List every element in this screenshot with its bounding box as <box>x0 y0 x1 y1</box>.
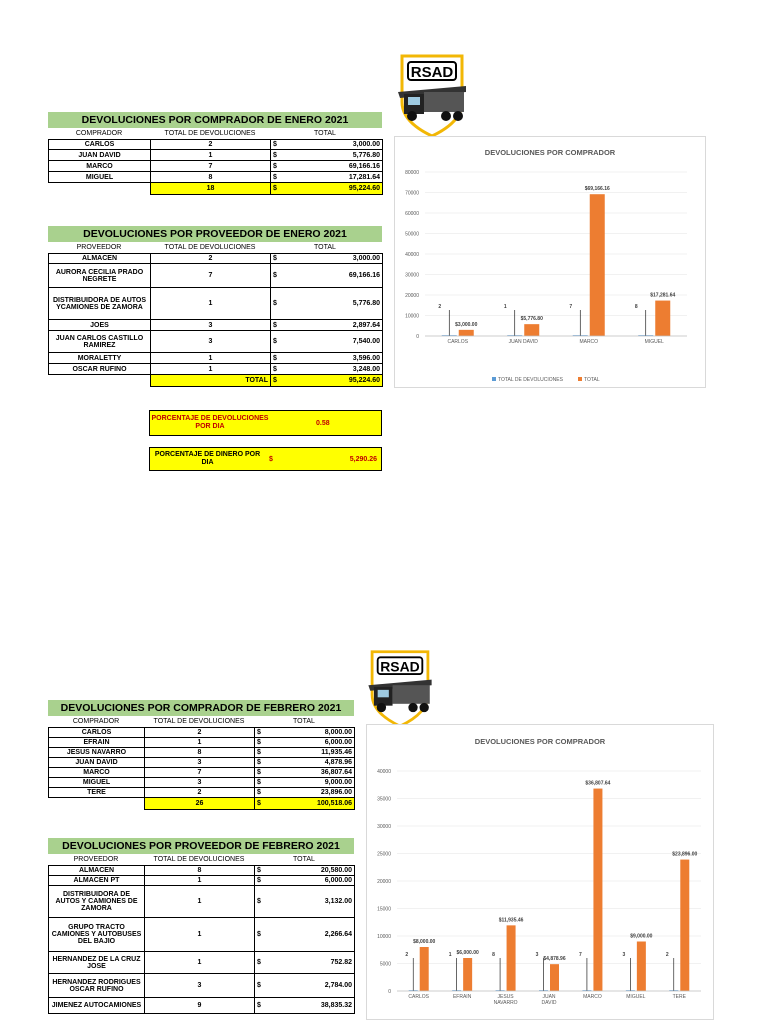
row-count: 7 <box>145 768 255 778</box>
row-total: 69,166.16 <box>283 264 383 288</box>
row-currency: $ <box>271 254 283 264</box>
row-name: CARLOS <box>49 728 145 738</box>
row-total: 5,776.80 <box>283 288 383 320</box>
total-currency: $ <box>255 798 267 810</box>
total-value: 95,224.60 <box>283 183 383 195</box>
row-total: 3,596.00 <box>283 353 383 364</box>
legend-entry: TOTAL DE DEVOLUCIONES <box>498 377 563 383</box>
row-name: EFRAIN <box>49 738 145 748</box>
value-data-label: $17,281.64 <box>650 292 676 299</box>
row-count: 1 <box>145 886 255 918</box>
row-count: 1 <box>151 364 271 375</box>
row-currency: $ <box>255 748 267 758</box>
value-data-label: $69,166.16 <box>584 186 610 193</box>
column-headers <box>48 716 354 727</box>
porcentaje-dinero-box <box>149 447 382 471</box>
truck-shield-icon <box>366 648 434 728</box>
count-data-label: 8 <box>492 952 495 958</box>
porcentaje-devoluciones-value: 0.58 <box>316 419 330 427</box>
value-bar <box>680 860 689 991</box>
porcentaje-dinero-currency: $ <box>269 455 273 463</box>
header-total-devoluciones: TOTAL DE DEVOLUCIONES <box>164 130 256 137</box>
section-title: DEVOLUCIONES POR PROVEEDOR DE FEBRERO 2021 <box>48 838 354 854</box>
row-total: 69,166.16 <box>283 161 383 172</box>
table-row <box>49 738 355 748</box>
value-data-label: $11,935.46 <box>498 917 524 924</box>
value-bar <box>507 925 516 991</box>
row-name: ALMACEN <box>49 254 151 264</box>
table-row <box>49 974 355 998</box>
row-currency: $ <box>255 918 267 952</box>
logo-text: RSAD <box>380 658 420 675</box>
rsad-logo-enero <box>396 52 468 138</box>
value-data-label: $6,000.00 <box>456 950 479 956</box>
table-row <box>49 748 355 758</box>
table-row <box>49 918 355 952</box>
value-data-label: $23,896.00 <box>672 851 698 858</box>
y-tick-label: 40000 <box>405 252 419 258</box>
row-name: JUAN DAVID <box>49 150 151 161</box>
table-row <box>49 288 383 320</box>
row-total: 11,935.46 <box>267 748 355 758</box>
row-total: 8,000.00 <box>267 728 355 738</box>
legend-swatch <box>578 377 582 381</box>
total-count: 18 <box>151 183 271 195</box>
row-currency: $ <box>255 768 267 778</box>
header-total-devoluciones: TOTAL DE DEVOLUCIONES <box>153 718 245 725</box>
row-total: 36,807.64 <box>267 768 355 778</box>
blank-cell <box>49 798 145 810</box>
header-comprador: COMPRADOR <box>75 130 123 137</box>
count-data-label: 2 <box>665 952 669 958</box>
x-tick-label: EFRAIN <box>452 994 472 1000</box>
row-count: 1 <box>151 150 271 161</box>
row-name: DISTRIBUIDORA DE AUTOS YCAMIONES DE ZAMORA <box>49 288 151 320</box>
row-count: 3 <box>145 974 255 998</box>
legend-entry: TOTAL <box>584 377 600 383</box>
table-row <box>49 952 355 974</box>
value-data-label: $3,000.00 <box>455 321 478 328</box>
y-tick-label: 35000 <box>377 796 391 803</box>
x-tick-label: JUAN <box>542 994 556 1000</box>
row-count: 3 <box>151 331 271 353</box>
febrero-chart <box>366 724 714 1020</box>
table-row <box>49 254 383 264</box>
porcentaje-devoluciones-box <box>149 410 382 436</box>
column-headers <box>48 128 382 139</box>
row-count: 1 <box>145 738 255 748</box>
table-row <box>49 353 383 364</box>
febrero-compradores-table <box>48 727 355 810</box>
table-row <box>49 728 355 738</box>
row-count: 1 <box>145 952 255 974</box>
value-bar <box>655 301 670 336</box>
enero-proveedores-table <box>48 253 383 387</box>
count-data-label: 2 <box>438 304 442 310</box>
row-count: 8 <box>145 866 255 876</box>
enero-bar-chart <box>395 137 705 387</box>
row-total: 6,000.00 <box>267 876 355 886</box>
enero-chart <box>394 136 706 388</box>
y-tick-label: 20000 <box>405 293 419 299</box>
x-tick-label: CARLOS <box>447 339 469 345</box>
febrero-bar-chart <box>367 725 713 1019</box>
enero-compradores-section <box>48 112 382 195</box>
row-currency: $ <box>255 876 267 886</box>
y-tick-label: 0 <box>416 334 419 340</box>
row-name: CARLOS <box>49 140 151 150</box>
row-count: 3 <box>151 320 271 331</box>
column-headers <box>48 242 382 253</box>
row-currency: $ <box>271 161 283 172</box>
row-name: HERNANDEZ RODRIGUES OSCAR RUFINO <box>49 974 145 998</box>
total-row <box>49 183 383 195</box>
blank-cell <box>49 375 151 387</box>
section-title: DEVOLUCIONES POR PROVEEDOR DE ENERO 2021 <box>48 226 382 242</box>
row-name: MIGUEL <box>49 778 145 788</box>
header-total: TOTAL <box>314 244 336 251</box>
rsad-logo-febrero <box>366 648 434 728</box>
header-proveedor: PROVEEDOR <box>76 244 122 251</box>
count-data-label: 7 <box>569 304 573 310</box>
value-data-label: $8,000.00 <box>413 939 436 945</box>
x-tick-label: JUAN DAVID <box>508 339 538 345</box>
row-total: 7,540.00 <box>283 331 383 353</box>
count-data-label: 3 <box>535 952 539 958</box>
total-label-cell <box>151 375 271 387</box>
row-name: JUAN DAVID <box>49 758 145 768</box>
row-currency: $ <box>271 320 283 331</box>
row-currency: $ <box>255 738 267 748</box>
value-data-label: $9,000.00 <box>630 933 653 940</box>
row-name: OSCAR RUFINO <box>49 364 151 375</box>
y-tick-label: 0 <box>388 989 391 995</box>
y-tick-label: 10000 <box>377 934 391 940</box>
table-row <box>49 320 383 331</box>
row-name: AURORA CECILIA PRADO NEGRETE <box>49 264 151 288</box>
y-tick-label: 10000 <box>405 313 419 320</box>
row-count: 9 <box>145 998 255 1014</box>
row-count: 7 <box>151 161 271 172</box>
enero-proveedores-section <box>48 226 382 387</box>
row-count: 1 <box>151 288 271 320</box>
table-row <box>49 172 383 183</box>
x-tick-label: MARCO <box>579 339 599 345</box>
row-total: 2,897.64 <box>283 320 383 331</box>
total-label: TOTAL <box>245 377 268 384</box>
table-row <box>49 778 355 788</box>
row-currency: $ <box>271 140 283 150</box>
x-tick-label: JESUS <box>497 994 514 1000</box>
row-currency: $ <box>271 288 283 320</box>
x-tick-label: DAVID <box>541 1000 557 1006</box>
row-count: 7 <box>151 264 271 288</box>
row-currency: $ <box>255 758 267 768</box>
row-currency: $ <box>255 974 267 998</box>
row-total: 20,580.00 <box>267 866 355 876</box>
row-currency: $ <box>255 728 267 738</box>
section-title: DEVOLUCIONES POR COMPRADOR DE ENERO 2021 <box>48 112 382 128</box>
table-row <box>49 150 383 161</box>
value-data-label: $5,776.80 <box>520 316 543 323</box>
row-currency: $ <box>255 952 267 974</box>
chart-title: DEVOLUCIONES POR COMPRADOR <box>484 148 616 157</box>
row-name: MARCO <box>49 768 145 778</box>
table-row <box>49 758 355 768</box>
row-name: MIGUEL <box>49 172 151 183</box>
y-tick-label: 60000 <box>405 211 419 217</box>
row-currency: $ <box>255 866 267 876</box>
total-row <box>49 798 355 810</box>
total-value: 100,518.06 <box>267 798 355 810</box>
enero-compradores-table <box>48 139 383 195</box>
value-bar <box>593 789 602 991</box>
total-value: 95,224.60 <box>283 375 383 387</box>
value-bar <box>590 194 605 336</box>
table-row <box>49 364 383 375</box>
x-tick-label: TERE <box>672 994 686 1000</box>
y-tick-label: 15000 <box>377 906 391 913</box>
row-count: 2 <box>151 140 271 150</box>
row-currency: $ <box>271 364 283 375</box>
row-name: HERNANDEZ DE LA CRUZ JOSE <box>49 952 145 974</box>
table-row <box>49 866 355 876</box>
row-total: 2,266.64 <box>267 918 355 952</box>
section-title: DEVOLUCIONES POR COMPRADOR DE FEBRERO 2021 <box>48 700 354 716</box>
logo-text: RSAD <box>410 64 454 81</box>
x-tick-label: MIGUEL <box>644 339 664 345</box>
column-headers <box>48 854 354 865</box>
row-count: 2 <box>151 254 271 264</box>
table-row <box>49 998 355 1014</box>
value-data-label: $4,878.96 <box>543 956 566 963</box>
y-tick-label: 30000 <box>405 272 419 279</box>
row-total: 38,835.32 <box>267 998 355 1014</box>
row-currency: $ <box>271 150 283 161</box>
table-row <box>49 331 383 353</box>
value-bar <box>524 324 539 336</box>
header-total: TOTAL <box>314 130 336 137</box>
row-currency: $ <box>255 788 267 798</box>
y-tick-label: 80000 <box>405 170 419 176</box>
y-tick-label: 5000 <box>379 961 391 968</box>
row-total: 752.82 <box>267 952 355 974</box>
febrero-compradores-section <box>48 700 354 810</box>
total-row <box>49 375 383 387</box>
row-total: 3,000.00 <box>283 140 383 150</box>
header-comprador: COMPRADOR <box>72 718 120 725</box>
header-total-devoluciones: TOTAL DE DEVOLUCIONES <box>153 856 245 863</box>
table-row <box>49 161 383 172</box>
febrero-proveedores-section <box>48 838 354 1014</box>
row-total: 17,281.64 <box>283 172 383 183</box>
total-currency: $ <box>271 375 283 387</box>
count-data-label: 1 <box>503 304 507 310</box>
value-bar <box>463 958 472 991</box>
row-count: 2 <box>145 788 255 798</box>
y-tick-label: 20000 <box>377 879 391 885</box>
row-name: JUAN CARLOS CASTILLO RAMIREZ <box>49 331 151 353</box>
x-tick-label: NAVARRO <box>493 1000 518 1006</box>
blank-cell <box>49 183 151 195</box>
row-name: JIMENEZ AUTOCAMIONES <box>49 998 145 1014</box>
row-count: 8 <box>151 172 271 183</box>
row-count: 1 <box>151 353 271 364</box>
row-count: 3 <box>145 758 255 768</box>
febrero-proveedores-table <box>48 865 355 1014</box>
count-data-label: 7 <box>579 952 582 958</box>
row-total: 6,000.00 <box>267 738 355 748</box>
count-data-label: 8 <box>634 304 638 310</box>
count-data-label: 3 <box>622 952 626 958</box>
truck-shield-icon <box>396 52 468 138</box>
row-name: DISTRIBUIDORA DE AUTOS Y CAMIONES DE ZAMORA <box>49 886 145 918</box>
table-row <box>49 140 383 150</box>
row-total: 3,248.00 <box>283 364 383 375</box>
header-total-devoluciones: TOTAL DE DEVOLUCIONES <box>164 244 256 251</box>
row-total: 5,776.80 <box>283 150 383 161</box>
row-currency: $ <box>255 998 267 1014</box>
value-bar <box>550 964 559 991</box>
legend-swatch <box>492 377 496 381</box>
value-data-label: $36,807.64 <box>585 780 611 787</box>
row-name: ALMACEN PT <box>49 876 145 886</box>
row-name: JESUS NAVARRO <box>49 748 145 758</box>
row-currency: $ <box>255 778 267 788</box>
value-bar <box>420 947 429 991</box>
y-tick-label: 50000 <box>405 231 419 238</box>
x-tick-label: MIGUEL <box>626 994 646 1000</box>
y-tick-label: 40000 <box>377 769 391 775</box>
row-total: 3,132.00 <box>267 886 355 918</box>
row-count: 8 <box>145 748 255 758</box>
header-total: TOTAL <box>293 718 315 725</box>
table-row <box>49 768 355 778</box>
row-total: 23,896.00 <box>267 788 355 798</box>
header-total: TOTAL <box>293 856 315 863</box>
row-name: GRUPO TRACTO CAMIONES Y AUTOBUSES DEL BAJIO <box>49 918 145 952</box>
value-bar <box>459 330 474 336</box>
table-row <box>49 788 355 798</box>
row-currency: $ <box>271 264 283 288</box>
row-count: 1 <box>145 918 255 952</box>
row-currency: $ <box>271 331 283 353</box>
x-tick-label: CARLOS <box>408 994 429 1000</box>
table-row <box>49 264 383 288</box>
row-count: 3 <box>145 778 255 788</box>
header-proveedor: PROVEEDOR <box>73 856 119 863</box>
porcentaje-dinero-value: 5,290.26 <box>349 455 377 463</box>
row-name: TERE <box>49 788 145 798</box>
x-tick-label: MARCO <box>583 994 602 1000</box>
row-total: 3,000.00 <box>283 254 383 264</box>
row-total: 2,784.00 <box>267 974 355 998</box>
row-count: 1 <box>145 876 255 886</box>
row-currency: $ <box>255 886 267 918</box>
y-tick-label: 30000 <box>377 824 391 830</box>
row-name: JOES <box>49 320 151 331</box>
row-name: MORALETTY <box>49 353 151 364</box>
row-count: 2 <box>145 728 255 738</box>
chart-title: DEVOLUCIONES POR COMPRADOR <box>474 737 606 746</box>
row-name: MARCO <box>49 161 151 172</box>
table-row <box>49 876 355 886</box>
y-tick-label: 25000 <box>377 851 391 858</box>
value-bar <box>637 942 646 992</box>
row-currency: $ <box>271 353 283 364</box>
count-data-label: 2 <box>405 952 409 958</box>
count-data-label: 1 <box>448 952 452 958</box>
row-name: ALMACEN <box>49 866 145 876</box>
row-total: 9,000.00 <box>267 778 355 788</box>
total-count: 26 <box>145 798 255 810</box>
row-total: 4,878.96 <box>267 758 355 768</box>
y-tick-label: 70000 <box>405 190 419 197</box>
porcentaje-dinero-label: PORCENTAJE DE DINERO POR DIA <box>154 451 261 466</box>
total-currency: $ <box>271 183 283 195</box>
table-row <box>49 886 355 918</box>
row-currency: $ <box>271 172 283 183</box>
porcentaje-devoluciones-label: PORCENTAJE DE DEVOLUCIONES POR DIA <box>151 415 269 430</box>
